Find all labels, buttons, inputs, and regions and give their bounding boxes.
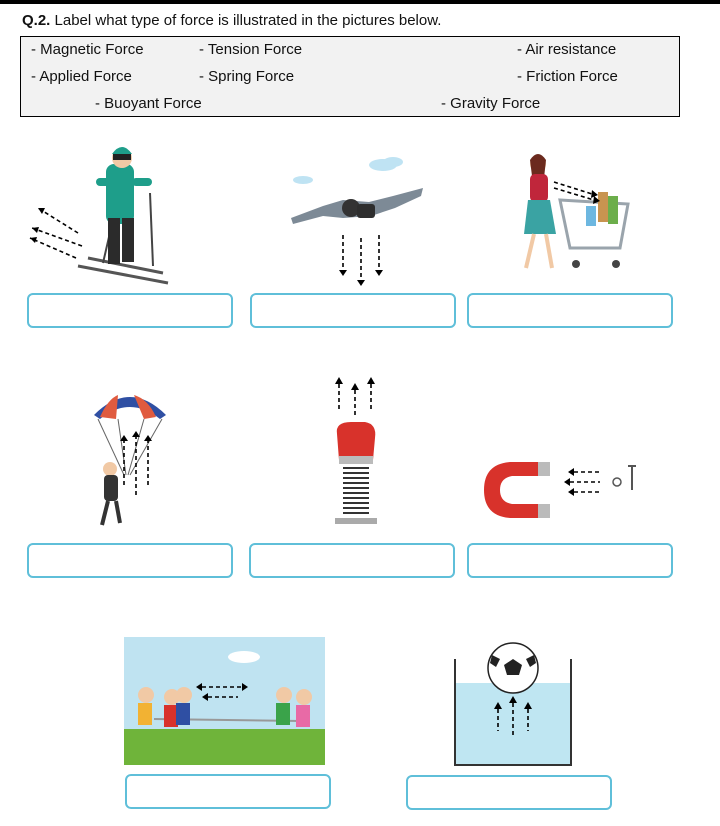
word-bank-item: - Buoyant Force (95, 95, 202, 112)
magnet-icon (480, 448, 640, 528)
word-bank-item: - Magnetic Force (31, 41, 144, 58)
top-rule (0, 0, 720, 4)
word-bank-item: - Air resistance (517, 41, 617, 58)
word-bank (20, 36, 680, 117)
question-heading (22, 12, 441, 29)
answer-box-7[interactable] (125, 774, 331, 809)
answer-box-3[interactable] (467, 293, 673, 328)
answer-box-1[interactable] (27, 293, 233, 328)
word-bank-item: - Friction Force (517, 68, 618, 85)
word-bank-item: - Spring Force (199, 68, 295, 85)
skydiver-icon (283, 150, 433, 290)
skier-icon (18, 138, 178, 288)
word-bank-item: - Gravity Force (441, 95, 541, 112)
answer-box-6[interactable] (467, 543, 673, 578)
question-number: Q.2. (22, 12, 51, 29)
word-bank-item: - Tension Force (199, 41, 303, 58)
question-text: Label what type of force is illustrated in the pictures below. (50, 12, 442, 29)
shopping-cart-icon (500, 148, 640, 280)
answer-box-5[interactable] (249, 543, 455, 578)
word-bank-item: - Applied Force (31, 68, 132, 85)
spring-glove-icon (325, 372, 395, 532)
answer-box-2[interactable] (250, 293, 456, 328)
parachute-icon (90, 385, 170, 535)
answer-box-8[interactable] (406, 775, 612, 810)
answer-box-4[interactable] (27, 543, 233, 578)
floating-ball-icon (450, 637, 576, 767)
tug-of-war-icon (124, 637, 325, 765)
